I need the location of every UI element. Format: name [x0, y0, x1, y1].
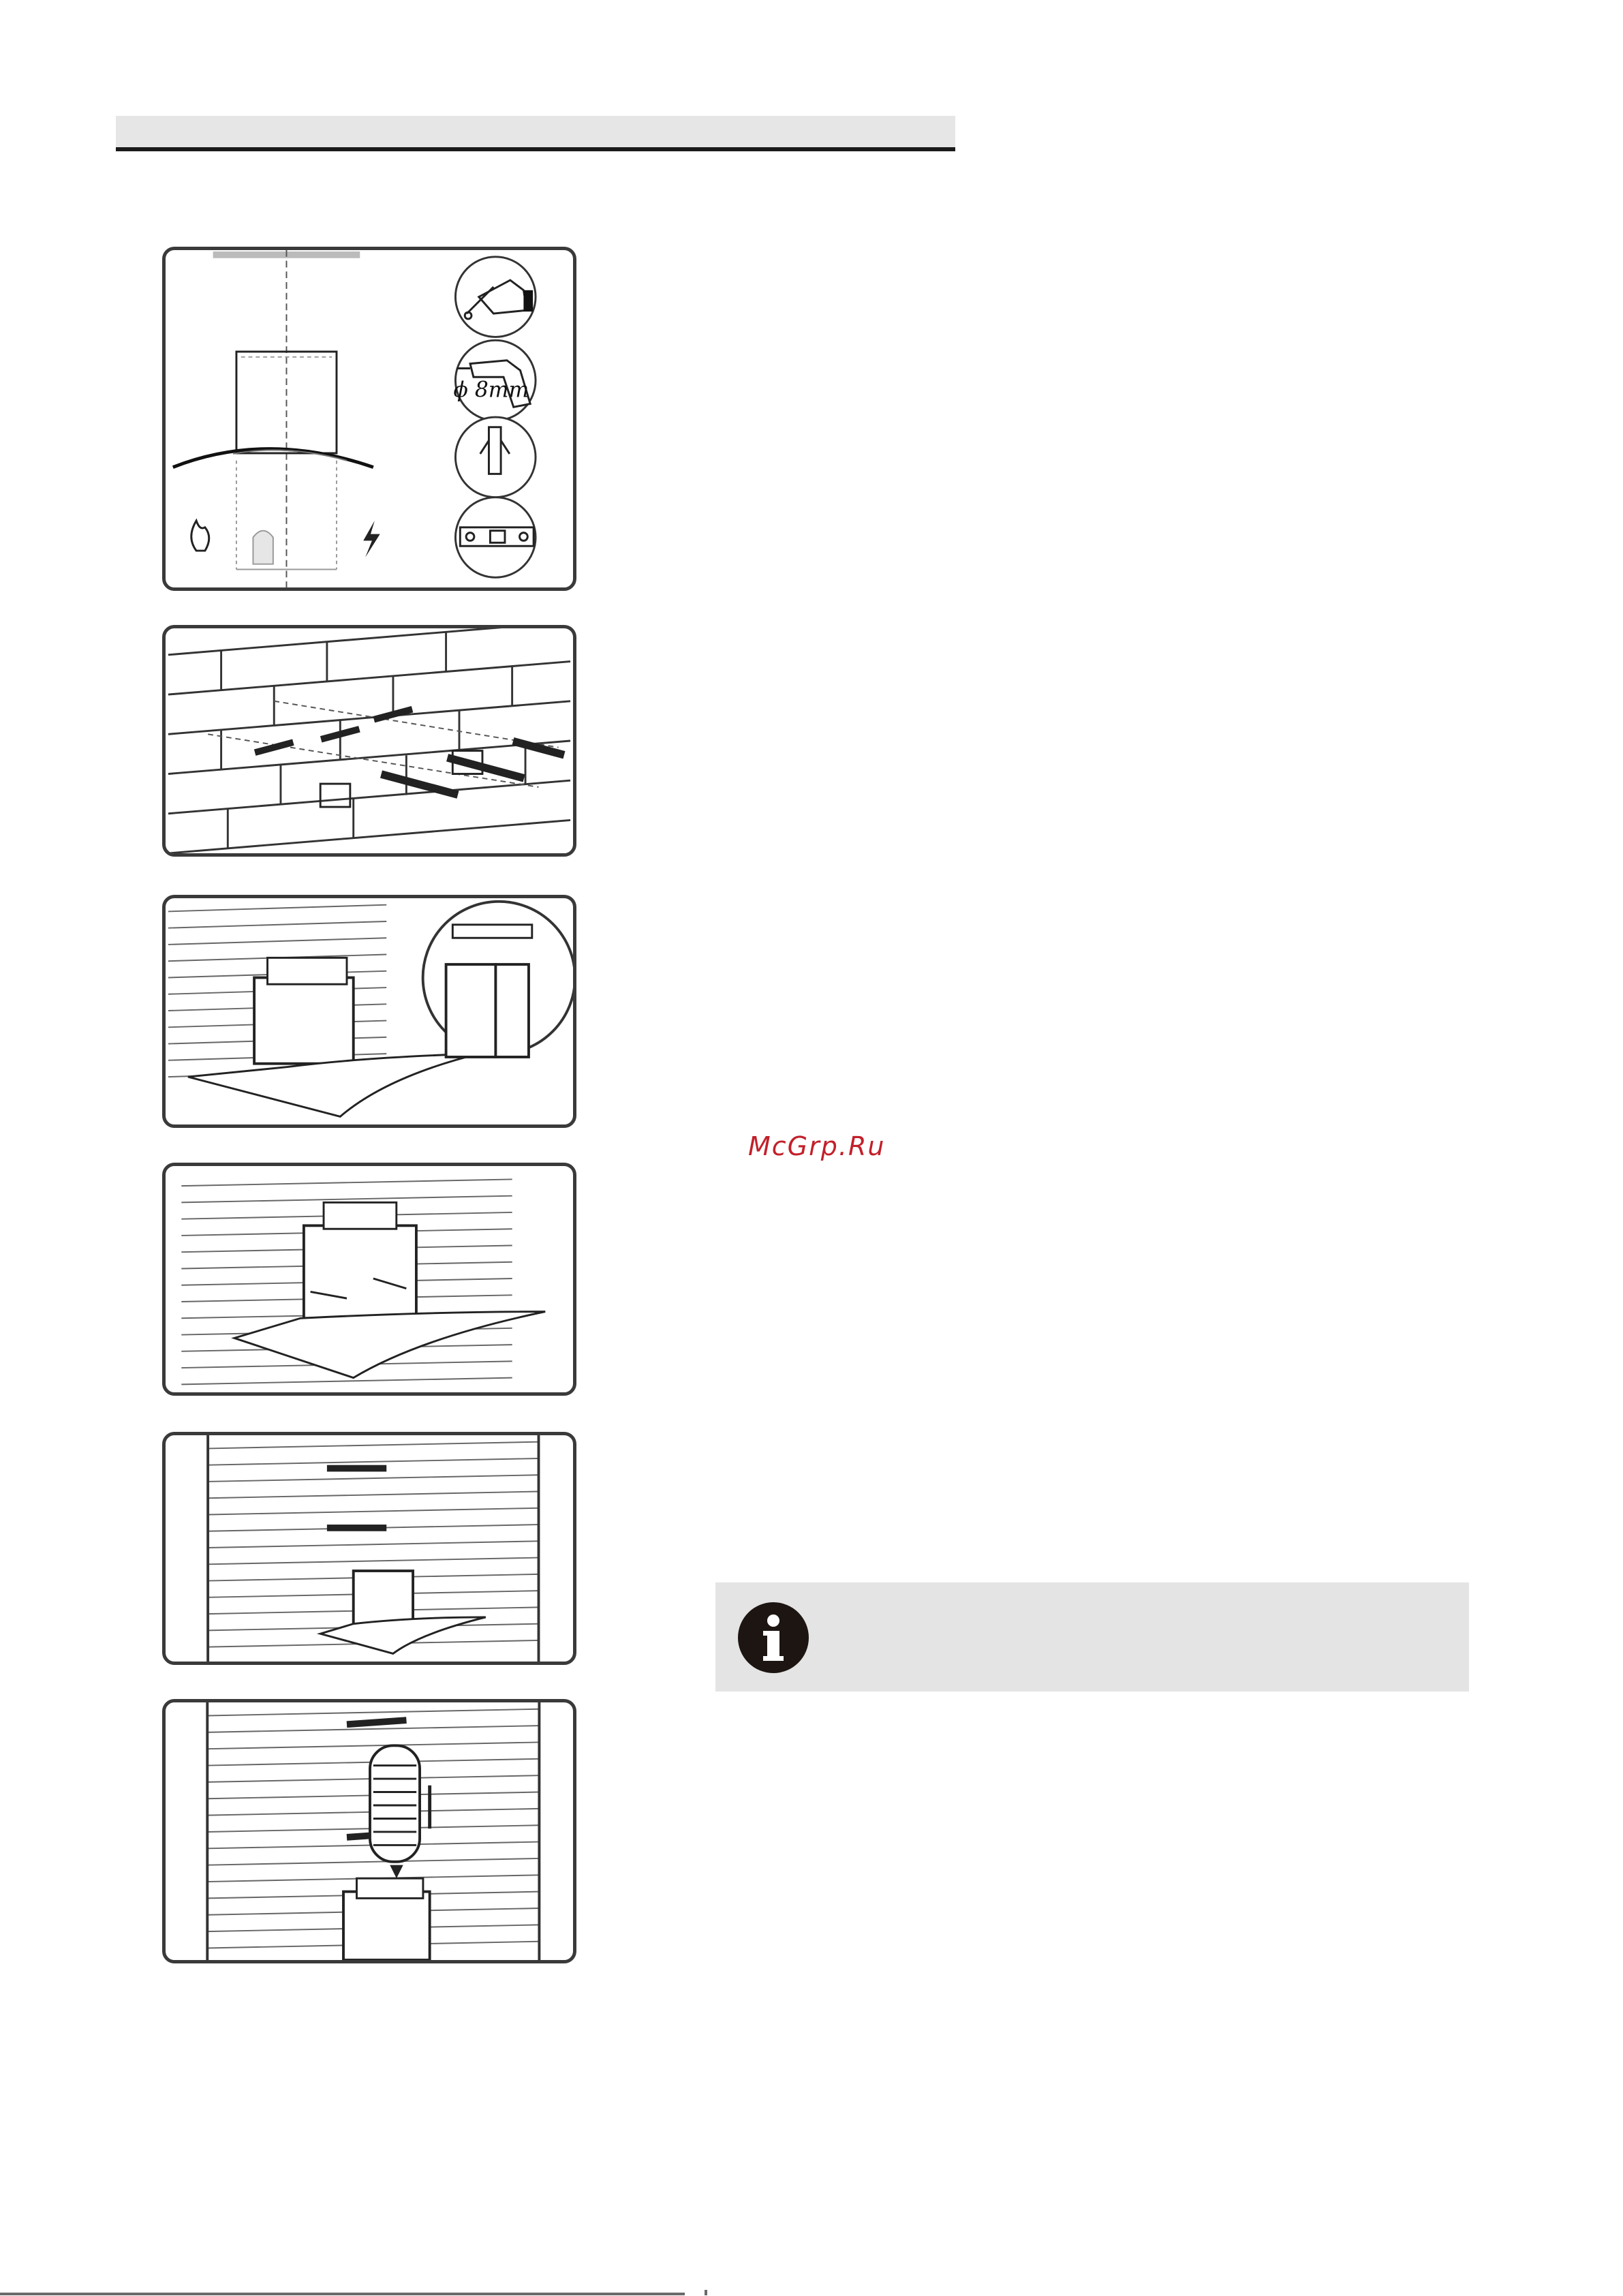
installation-diagram-step-2: [162, 625, 576, 857]
installation-diagram-step-6: [162, 1699, 576, 1963]
info-icon: [736, 1600, 811, 1675]
installation-diagram-step-5: [162, 1432, 576, 1665]
section-header-bar: [116, 116, 955, 149]
step-5-illustration: [166, 1435, 573, 1662]
section-header-rule: [116, 147, 955, 151]
watermark-text: McGrp.Ru: [748, 1131, 886, 1161]
info-note-box: [715, 1582, 1469, 1692]
installation-diagram-step-3: [162, 895, 576, 1128]
page-footer-tick: [705, 2290, 707, 2295]
electricity-bolt-icon: [363, 521, 380, 557]
step-4-illustration: [166, 1166, 573, 1392]
gas-flame-icon: [191, 521, 209, 551]
page-footer-rule: [0, 2293, 685, 2295]
spirit-level-icon: [460, 527, 534, 546]
step-3-illustration: [166, 898, 573, 1124]
drill-size-label: ϕ 8mm: [453, 378, 529, 403]
step-6-illustration: [166, 1702, 573, 1960]
installation-diagram-step-1: [162, 247, 576, 591]
installation-diagram-step-4: [162, 1163, 576, 1396]
step-2-illustration: [166, 628, 573, 853]
step-1-illustration: [166, 250, 573, 587]
